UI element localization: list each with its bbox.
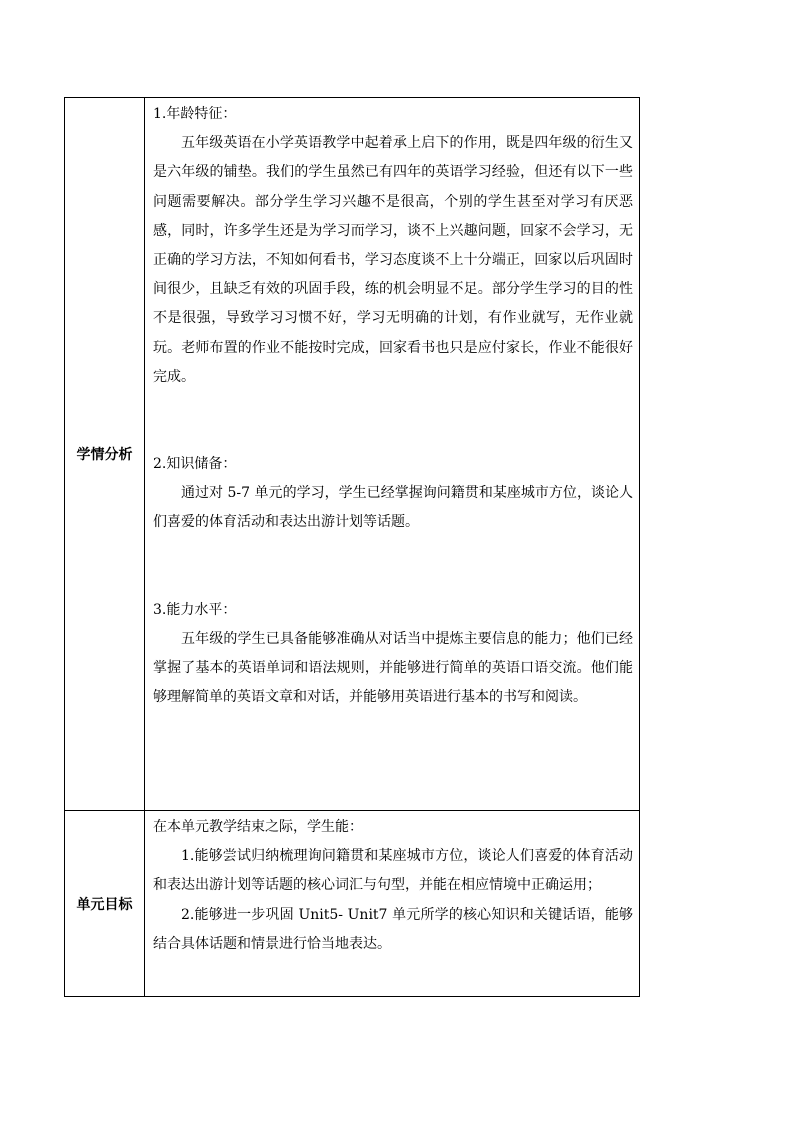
row-label-unit-goals: 单元目标 [65,811,145,997]
section-heading-ability: 3.能力水平： [153,601,237,618]
spacer [153,538,633,596]
table-row-learner-analysis [65,98,640,811]
table-row-unit-goals [65,811,640,997]
section-paragraph-age: 五年级英语在小学英语教学中起着承上启下的作用，既是四年级的衍生又是六年级的铺垫。我们的学生虽然已有四年的英语学习经验，但还有以下一些问题需要解决。部分学生学习兴趣不是很高，个别的学生甚至对学习有厌恶感，同时，许多学生还是为学习而学习，谈不上兴趣问题，回家不会学习，无正确的学习方法，不知如何看书，学习态度谈不上十分端正，回家以后巩固时间很少，且缺乏有效的巩固手段，练的机会明显不足。部分学生学习的目的性不是很强，导致学习习惯不好，学习无明确的计划，有作业就写，无作业就玩。老师布置的作业不能按时完成，回家看书也只是应付家长，作业不能很好完成。 [153,135,633,385]
row-label-learner-analysis: 学情分析 [65,98,145,811]
spacer [153,392,633,450]
section-paragraph-ability: 五年级的学生已具备能够准确从对话当中提炼主要信息的能力；他们已经掌握了基本的英语单词和语法规则，并能够进行简单的英语口语交流。他们能够理解简单的英语文章和对话，并能够用英语进行基本的书写和阅读。 [153,630,633,706]
goal-item-2: 2.能够进一步巩固 Unit5- Unit7 单元所学的核心知识和关键话语，能够结合具体话题和情景进行恰当地表达。 [153,906,633,952]
section-heading-knowledge: 2.知识储备： [153,456,237,473]
unit-goals-content [145,811,640,997]
section-heading-age: 1.年龄特征： [153,106,237,122]
section-paragraph-knowledge: 通过对 5-7 单元的学习，学生已经掌握询问籍贯和某座城市方位，谈论人们喜爱的体育活动和表达出游计划等话题。 [153,485,633,531]
lesson-plan-table [64,97,640,997]
learner-analysis-content [145,98,640,811]
goals-intro: 在本单元教学结束之际，学生能： [153,819,363,835]
goal-item-1: 1.能够尝试归纳梳理询问籍贯和某座城市方位，谈论人们喜爱的体育活动和表达出游计划等话题的核心词汇与句型，并能在相应情境中正确运用； [153,848,633,894]
